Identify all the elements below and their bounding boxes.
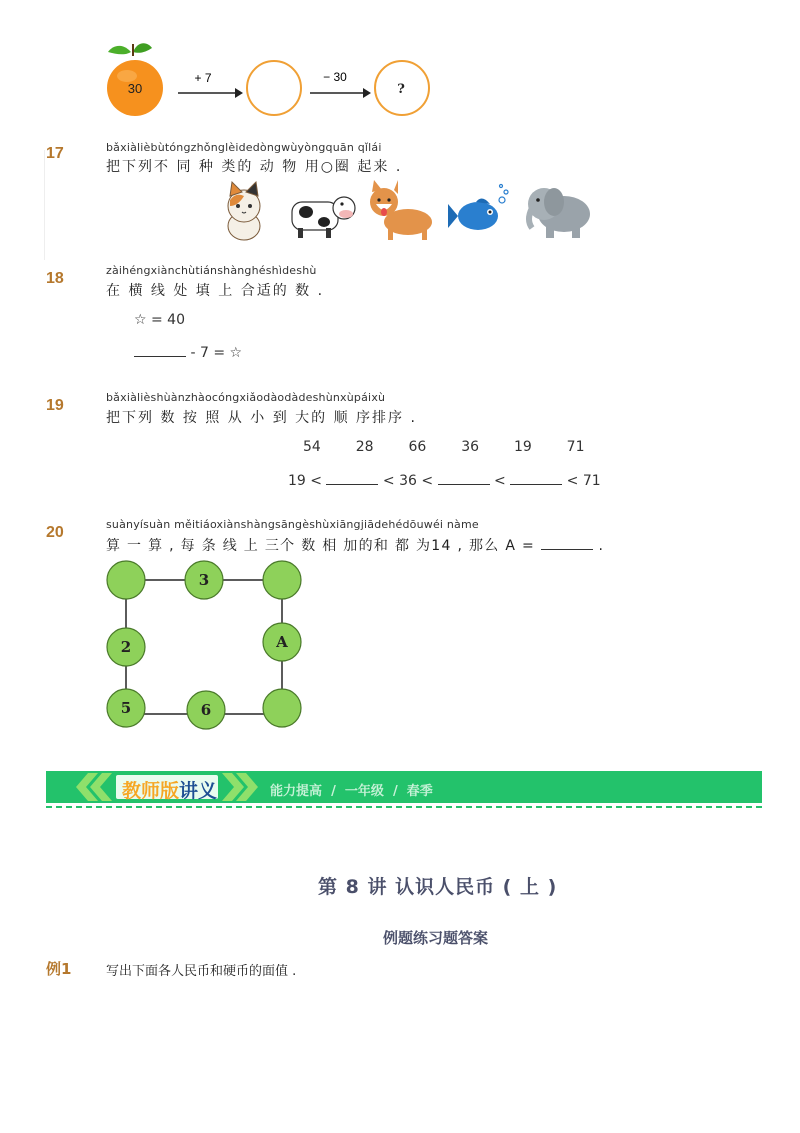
q20-stem-end: .: [598, 538, 605, 554]
dog-icon: [370, 180, 432, 240]
label-top-mid: 3: [198, 571, 210, 589]
banner-title-orange: 教师版: [122, 780, 180, 802]
banner-sep: /: [392, 784, 398, 799]
banner-title-blue: 讲义: [179, 780, 218, 802]
question-number: 19: [46, 397, 64, 414]
number-item: 28: [355, 439, 374, 455]
circle-top-left[interactable]: [107, 561, 145, 599]
q19-order-line: [288, 472, 601, 489]
question-number: 18: [46, 270, 64, 287]
result-mark: ?: [397, 82, 405, 97]
q19-number-list: [303, 439, 585, 455]
q20-pinyin: suànyísuàn měitiáoxiànshàngsāngèshùxiāngjiādehédōuwéi nàme: [106, 518, 479, 531]
q19-stem: 把下列 数 按 照 从 小 到 大的 顺 序排序 .: [106, 410, 417, 426]
number-item: 66: [408, 439, 427, 455]
circle-top-right[interactable]: [263, 561, 301, 599]
answer-blank[interactable]: [326, 472, 378, 485]
label-mid-right: A: [276, 633, 288, 651]
op1-label: + 7: [194, 71, 212, 85]
answer-blank[interactable]: [510, 472, 562, 485]
label-bot-left: 5: [120, 699, 132, 717]
banner-subtitle: [270, 780, 433, 799]
answer-blank[interactable]: [134, 344, 186, 357]
empty-circle: [247, 61, 301, 115]
number-item: 71: [566, 439, 585, 455]
fish-icon: [448, 185, 508, 231]
dashed-divider: [46, 806, 762, 808]
orange-fruit-icon: [107, 43, 163, 116]
op2-label: − 30: [323, 70, 347, 84]
q19-pinyin: bǎxiàlièshùànzhàocóngxiǎodàodàdeshùnxùpáixù: [106, 391, 386, 404]
answers-title: 例题练习题答案: [383, 929, 489, 947]
order-mid: < 36 <: [382, 473, 434, 489]
circle-bot-right[interactable]: [263, 689, 301, 727]
q18-stem: 在 横 线 处 填 上 合适的 数 .: [106, 283, 325, 299]
cat-icon: [228, 182, 260, 240]
q18-line1: ☆ = 40: [134, 312, 185, 328]
section-banner: [46, 771, 762, 803]
q18-line2: [134, 344, 242, 361]
orange-value: 30: [127, 81, 143, 96]
q16-diagram: [100, 38, 440, 122]
circle-square-diagram: [100, 556, 310, 732]
banner-sub1: 能力提高: [270, 784, 323, 799]
cow-icon: [292, 197, 355, 238]
banner-sub2: 一年级: [344, 784, 384, 799]
label-bot-mid: 6: [200, 701, 212, 719]
number-item: 54: [303, 439, 321, 455]
question-number: 17: [46, 145, 64, 162]
lecture-title: 第 8 讲 认识人民币 ( 上 ): [318, 876, 558, 898]
elephant-icon: [528, 188, 590, 238]
q17-pinyin: bǎxiàlièbùtóngzhǒnglèidedòngwùyòngquān qǐlái: [106, 141, 382, 154]
answer-blank[interactable]: [541, 537, 593, 550]
q20-stem-text: 算 一 算 , 每 条 线 上 三个 数 相 加的和 都 为14 , 那么 A =: [106, 538, 535, 554]
label-mid-left: 2: [120, 638, 132, 656]
question-number: 20: [46, 524, 64, 541]
banner-sep: /: [331, 784, 336, 799]
order-start: 19 <: [288, 473, 322, 489]
banner-sub3: 春季: [406, 784, 433, 799]
order-lt: <: [494, 473, 506, 489]
q17-stem: 把下列不 同 种 类的 动 物 用○圈 起来 .: [106, 159, 403, 175]
margin-rule: [44, 150, 45, 260]
animal-row: [214, 180, 604, 244]
number-item: 36: [461, 439, 480, 455]
answer-blank[interactable]: [438, 472, 490, 485]
example-label: 例1: [46, 960, 72, 978]
q20-stem: [106, 535, 604, 555]
banner-title: [122, 776, 217, 803]
example-text: 写出下面各人民币和硬币的面值 .: [106, 964, 297, 979]
order-end: < 71: [566, 473, 601, 489]
number-item: 19: [513, 439, 532, 455]
q18-line2-suffix: - 7 = ☆: [190, 345, 243, 361]
q18-pinyin: zàihéngxiànchùtiánshànghéshìdeshù: [106, 264, 317, 277]
orange-chain-svg: [100, 38, 440, 122]
